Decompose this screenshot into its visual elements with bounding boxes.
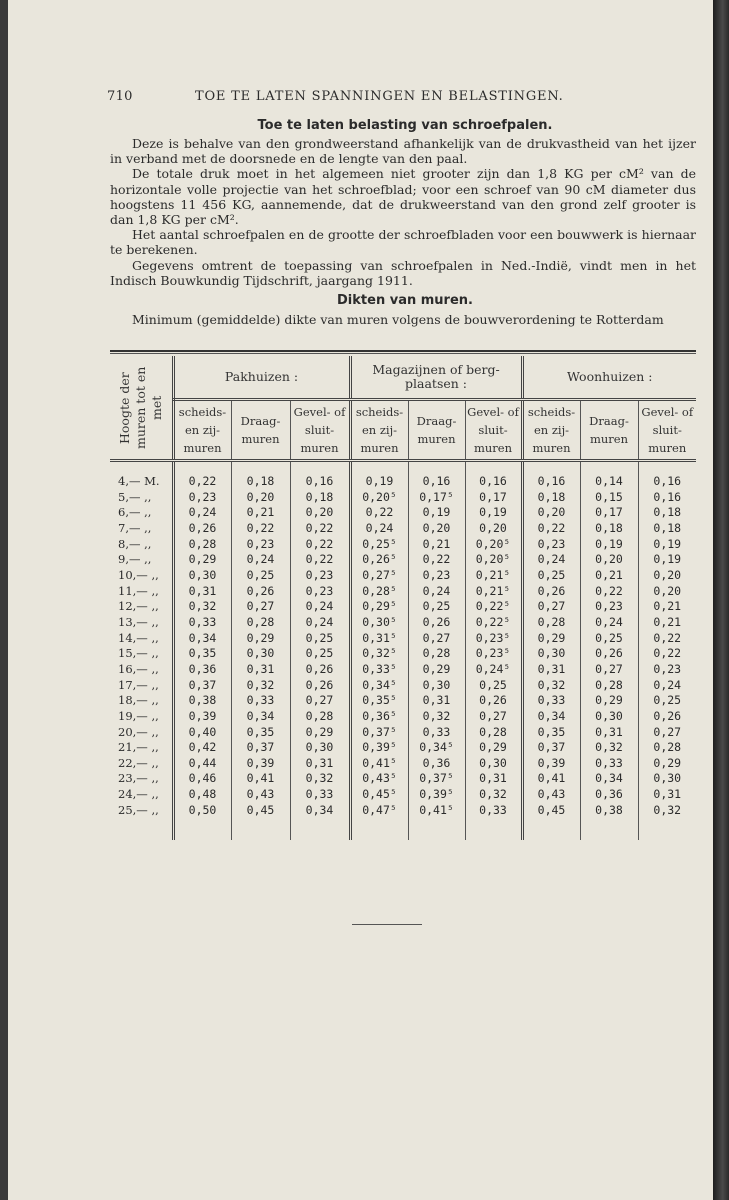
- table-cell: 0,28: [290, 709, 350, 725]
- table-cell: 0,38: [580, 803, 638, 819]
- table-cell: 0,16: [408, 461, 465, 490]
- table-cell: 0,17: [465, 490, 522, 506]
- row-label: 7,— ,,: [118, 520, 152, 535]
- table-cell: 0,32: [638, 803, 696, 819]
- table-cell: 0,45: [231, 803, 290, 819]
- row-label: 5,— ,,: [118, 489, 152, 504]
- book-spine: [713, 0, 729, 1200]
- table-cell: 0,32: [290, 771, 350, 787]
- table-cell: 0,23: [173, 490, 231, 506]
- row-label: 23,— ,,: [118, 771, 159, 786]
- table-cell: 0,34⁵: [408, 740, 465, 756]
- table-row: [110, 615, 696, 631]
- table-cell: 0,33: [522, 693, 580, 709]
- table-cell: 0,24: [580, 615, 638, 631]
- table-cell: 0,42: [173, 740, 231, 756]
- table-cell: 0,32: [408, 709, 465, 725]
- table-cell: 0,32: [231, 678, 290, 694]
- table-cell: 0,19: [580, 537, 638, 553]
- table-cell: 0,45⁵: [350, 787, 408, 803]
- table-cell: 0,24: [522, 552, 580, 568]
- table-cell: 0,23⁵: [465, 646, 522, 662]
- table-cell: 0,26: [173, 521, 231, 537]
- table-cell: 0,22: [290, 521, 350, 537]
- table-body: [110, 461, 696, 841]
- table-cell: 0,41: [231, 771, 290, 787]
- table-cell: 0,24: [231, 552, 290, 568]
- table-cell: 0,32: [173, 599, 231, 615]
- table-cell: 0,21: [231, 505, 290, 521]
- table-cell: 0,27: [465, 709, 522, 725]
- table-cell: 0,27: [290, 693, 350, 709]
- table-cell: 0,26: [231, 584, 290, 600]
- table-cell: 0,19: [465, 505, 522, 521]
- table-cell: 0,21: [638, 615, 696, 631]
- table-row: [110, 537, 696, 553]
- table-cell: 0,35: [173, 646, 231, 662]
- table-cell: 0,23: [522, 537, 580, 553]
- row-label: 15,— ,,: [118, 646, 159, 661]
- table-cell: 0,36: [173, 662, 231, 678]
- table-cell: 0,32: [522, 678, 580, 694]
- paragraph: Minimum (gemiddelde) dikte van muren volgens de bouwverordening te Rotterdam: [132, 312, 664, 327]
- table-cell: 0,22: [638, 646, 696, 662]
- table-cell: 0,28: [580, 678, 638, 694]
- table-row: [110, 490, 696, 506]
- row-label: 25,— ,,: [118, 802, 159, 817]
- table-cell: 0,33⁵: [350, 662, 408, 678]
- table-cell: 0,23⁵: [465, 631, 522, 647]
- table-cell: 0,18: [231, 461, 290, 490]
- subheader-gevelmuren: Gevel- of sluit- muren: [638, 400, 696, 461]
- table-cell: 0,29: [522, 631, 580, 647]
- table-cell: [350, 818, 408, 840]
- table-cell: 0,19: [408, 505, 465, 521]
- subheader-draagmuren: Draag- muren: [580, 400, 638, 461]
- section-heading-schroefpalen: Toe te laten belasting van schroefpalen.: [257, 118, 553, 133]
- table-cell: 0,39⁵: [350, 740, 408, 756]
- table-spacer-row: [110, 818, 696, 840]
- table-cell: 0,31: [580, 725, 638, 741]
- table-cell: 0,30: [465, 756, 522, 772]
- table-cell: 0,21⁵: [465, 584, 522, 600]
- table-cell: 0,22: [580, 584, 638, 600]
- table-row: [110, 756, 696, 772]
- table-cell: 0,18: [522, 490, 580, 506]
- table-cell: 0,23: [408, 568, 465, 584]
- table-cell: 0,48: [173, 787, 231, 803]
- table-cell: 0,24: [350, 521, 408, 537]
- table-cell: 0,30⁵: [350, 615, 408, 631]
- table-cell: 0,25⁵: [350, 537, 408, 553]
- table-cell: 0,34: [580, 771, 638, 787]
- table-cell: 0,43⁵: [350, 771, 408, 787]
- table-row: [110, 552, 696, 568]
- table-cell: 0,20: [465, 521, 522, 537]
- running-title: TOE TE LATEN SPANNINGEN EN BELASTINGEN.: [195, 89, 564, 104]
- table-cell: 0,29: [580, 693, 638, 709]
- table-cell: 0,39: [173, 709, 231, 725]
- table-cell: 0,28: [408, 646, 465, 662]
- wall-thickness-table: [110, 350, 696, 822]
- table-cell: 0,27: [580, 662, 638, 678]
- table-cell: 0,22⁵: [465, 615, 522, 631]
- table-cell: 0,24: [408, 584, 465, 600]
- table-cell: 0,31⁵: [350, 631, 408, 647]
- table-row: [110, 505, 696, 521]
- table-row: [110, 740, 696, 756]
- table-cell: 0,29: [408, 662, 465, 678]
- table-cell: 0,35: [522, 725, 580, 741]
- table-cell: 0,23: [290, 568, 350, 584]
- table-row: [110, 678, 696, 694]
- muren-intro: [110, 312, 696, 327]
- table-cell: [231, 818, 290, 840]
- table-cell: 0,35⁵: [350, 693, 408, 709]
- table-cell: 0,31: [522, 662, 580, 678]
- row-label: 24,— ,,: [118, 787, 159, 802]
- table-cell: 0,25: [231, 568, 290, 584]
- table-cell: 0,39⁵: [408, 787, 465, 803]
- table-cell: 0,20: [638, 568, 696, 584]
- row-label: 20,— ,,: [118, 724, 159, 739]
- table-cell: 0,39: [522, 756, 580, 772]
- subheader-scheidsmuren: scheids- en zij- muren: [173, 400, 231, 461]
- table-cell: 0,19: [638, 537, 696, 553]
- table-cell: 0,21: [408, 537, 465, 553]
- table-cell: 0,27: [408, 631, 465, 647]
- section-heading-muren: Dikten van muren.: [337, 293, 473, 308]
- group-header-woonhuizen: Woonhuizen :: [522, 356, 696, 400]
- table-cell: 0,29: [173, 552, 231, 568]
- table-row: [110, 631, 696, 647]
- subheader-gevelmuren: Gevel- of sluit- muren: [465, 400, 522, 461]
- table-row: [110, 584, 696, 600]
- table-cell: 0,17⁵: [408, 490, 465, 506]
- table-cell: 0,33: [465, 803, 522, 819]
- table-cell: 0,25: [522, 568, 580, 584]
- subheader-draagmuren: Draag- muren: [231, 400, 290, 461]
- table-cell: 0,26: [465, 693, 522, 709]
- table-cell: 0,24: [173, 505, 231, 521]
- table-cell: 0,21: [580, 568, 638, 584]
- table-cell: 0,31: [465, 771, 522, 787]
- table-cell: 0,28: [231, 615, 290, 631]
- table-row: [110, 521, 696, 537]
- table-cell: 0,27⁵: [350, 568, 408, 584]
- table-cell: 0,33: [231, 693, 290, 709]
- table-cell: 0,34: [290, 803, 350, 819]
- row-header-label: Hoogte der muren tot en met: [116, 366, 164, 449]
- row-label: 8,— ,,: [118, 536, 152, 551]
- table-cell: 0,14: [580, 461, 638, 490]
- table-cell: 0,16: [290, 461, 350, 490]
- table-cell: 0,25: [290, 646, 350, 662]
- table-cell: 0,43: [522, 787, 580, 803]
- table-cell: 0,47⁵: [350, 803, 408, 819]
- table-cell: 0,30: [173, 568, 231, 584]
- table-cell: 0,25: [408, 599, 465, 615]
- table-cell: 0,19: [350, 461, 408, 490]
- table-cell: 0,38: [173, 693, 231, 709]
- table-cell: 0,35: [231, 725, 290, 741]
- paragraph: Het aantal schroefpalen en de grootte der schroefbladen voor een bouwwerk is hiernaar te berekenen.: [110, 227, 696, 258]
- table-cell: 0,31: [231, 662, 290, 678]
- table-cell: 0,29: [465, 740, 522, 756]
- table-cell: 0,30: [231, 646, 290, 662]
- table-cell: 0,28⁵: [350, 584, 408, 600]
- table-cell: 0,28: [522, 615, 580, 631]
- table-cell: 0,34⁵: [350, 678, 408, 694]
- table-cell: 0,28: [465, 725, 522, 741]
- table-row: [110, 599, 696, 615]
- subheader-scheidsmuren: scheids- en zij- muren: [522, 400, 580, 461]
- table-cell: 0,31: [638, 787, 696, 803]
- table-cell: 0,20⁵: [350, 490, 408, 506]
- row-label: 16,— ,,: [118, 661, 159, 676]
- table-cell: 0,31: [173, 584, 231, 600]
- table-cell: 0,20⁵: [465, 552, 522, 568]
- table-cell: 0,27: [522, 599, 580, 615]
- table-cell: 0,26: [638, 709, 696, 725]
- table-cell: 0,20: [580, 552, 638, 568]
- table-cell: 0,22⁵: [465, 599, 522, 615]
- table-cell: 0,32: [465, 787, 522, 803]
- table-row: [110, 725, 696, 741]
- subheader-gevelmuren: Gevel- of sluit- muren: [290, 400, 350, 461]
- table-cell: 0,30: [580, 709, 638, 725]
- table-row: [110, 693, 696, 709]
- table-cell: 0,36: [580, 787, 638, 803]
- table-cell: [580, 818, 638, 840]
- table-cell: 0,34: [522, 709, 580, 725]
- table-cell: 0,20: [408, 521, 465, 537]
- subheader-draagmuren: Draag- muren: [408, 400, 465, 461]
- table-cell: 0,20: [522, 505, 580, 521]
- table-cell: 0,18: [580, 521, 638, 537]
- table-cell: 0,31: [290, 756, 350, 772]
- table-cell: [408, 818, 465, 840]
- row-label: 22,— ,,: [118, 755, 159, 770]
- table-cell: 0,33: [580, 756, 638, 772]
- table-row: [110, 461, 696, 490]
- subheader-scheidsmuren: scheids- en zij- muren: [350, 400, 408, 461]
- table-cell: 0,41⁵: [408, 803, 465, 819]
- table-cell: 0,30: [290, 740, 350, 756]
- table-row: [110, 646, 696, 662]
- table-cell: 0,37: [522, 740, 580, 756]
- table-cell: 0,18: [638, 505, 696, 521]
- page-header: [107, 89, 697, 109]
- table-cell: 0,26: [408, 615, 465, 631]
- table-top-rule: [110, 350, 696, 354]
- paragraph: De totale druk moet in het algemeen niet grooter zijn dan 1,8 KG per cM² van de horizontale volle projectie van het schroefblad; voor een schroef van 90 cM diameter dus hoogstens 11 456 KG, aannemende, dat de drukweerstand van den grond zelf grooter is dan 1,8 KG per cM².: [110, 166, 696, 228]
- table-cell: 0,44: [173, 756, 231, 772]
- row-label: 21,— ,,: [118, 740, 159, 755]
- table-cell: 0,43: [231, 787, 290, 803]
- row-label: 13,— ,,: [118, 614, 159, 629]
- table-cell: 0,16: [638, 461, 696, 490]
- table-cell: 0,15: [580, 490, 638, 506]
- table-cell: 0,28: [173, 537, 231, 553]
- table-cell: 0,20⁵: [465, 537, 522, 553]
- table-cell: 0,26: [580, 646, 638, 662]
- table-row: [110, 662, 696, 678]
- row-label: 18,— ,,: [118, 693, 159, 708]
- table-row: [110, 709, 696, 725]
- table-row: [110, 787, 696, 803]
- table-cell: 0,32⁵: [350, 646, 408, 662]
- table-cell: 0,23: [290, 584, 350, 600]
- table-cell: 0,22: [290, 537, 350, 553]
- table-cell: 0,20: [290, 505, 350, 521]
- table-cell: 0,33: [290, 787, 350, 803]
- table-cell: 0,25: [290, 631, 350, 647]
- table-cell: 0,24⁵: [465, 662, 522, 678]
- table-cell: [173, 818, 231, 840]
- table-cell: 0,19: [638, 552, 696, 568]
- table-cell: 0,32: [580, 740, 638, 756]
- table-cell: 0,30: [408, 678, 465, 694]
- table-cell: 0,33: [173, 615, 231, 631]
- table-cell: 0,18: [290, 490, 350, 506]
- table-cell: 0,22: [408, 552, 465, 568]
- footer-rule: [352, 924, 422, 925]
- row-label: 12,— ,,: [118, 599, 159, 614]
- table-cell: 0,40: [173, 725, 231, 741]
- row-header-cell: [110, 356, 173, 461]
- row-label: 9,— ,,: [118, 552, 152, 567]
- table-cell: 0,24: [290, 599, 350, 615]
- row-label: 19,— ,,: [118, 708, 159, 723]
- table-cell: 0,23: [638, 662, 696, 678]
- table-cell: [290, 818, 350, 840]
- row-label: 6,— ,,: [118, 505, 152, 520]
- table-cell: 0,39: [231, 756, 290, 772]
- schroefpalen-text: [110, 136, 696, 288]
- table-row: [110, 771, 696, 787]
- row-label: 17,— ,,: [118, 677, 159, 692]
- table-cell: [522, 818, 580, 840]
- table-cell: 0,26: [290, 678, 350, 694]
- paragraph: Gegevens omtrent de toepassing van schroefpalen in Ned.-Indië, vindt men in het Indisch Bouwkundig Tijdschrift, jaargang 1911.: [110, 257, 696, 288]
- table-cell: 0,50: [173, 803, 231, 819]
- table-cell: 0,21: [638, 599, 696, 615]
- data-table: [110, 356, 696, 840]
- table-cell: 0,26⁵: [350, 552, 408, 568]
- paragraph: Deze is behalve van den grondweerstand afhankelijk van de drukvastheid van het ijzer in verband met de doorsnede en de lengte van den paal.: [110, 136, 696, 167]
- table-cell: 0,22: [231, 521, 290, 537]
- table-cell: 0,25: [465, 678, 522, 694]
- table-cell: 0,17: [580, 505, 638, 521]
- table-cell: 0,23: [580, 599, 638, 615]
- table-cell: 0,16: [522, 461, 580, 490]
- table-cell: 0,27: [638, 725, 696, 741]
- group-header-magazijnen: Magazijnen of berg-plaatsen :: [350, 356, 522, 400]
- table-cell: 0,25: [638, 693, 696, 709]
- table-row: [110, 568, 696, 584]
- table-cell: 0,18: [638, 521, 696, 537]
- table-cell: 0,37⁵: [350, 725, 408, 741]
- table-cell: 0,31: [408, 693, 465, 709]
- table-cell: 0,16: [638, 490, 696, 506]
- table-cell: 0,46: [173, 771, 231, 787]
- table-cell: 0,34: [231, 709, 290, 725]
- row-label: 4,— M.: [118, 474, 160, 488]
- table-cell: 0,23: [231, 537, 290, 553]
- table-cell: 0,41: [522, 771, 580, 787]
- table-row: [110, 803, 696, 819]
- table-cell: 0,20: [638, 584, 696, 600]
- table-cell: 0,21⁵: [465, 568, 522, 584]
- table-cell: 0,37: [231, 740, 290, 756]
- table-cell: 0,36⁵: [350, 709, 408, 725]
- table-cell: 0,27: [231, 599, 290, 615]
- table-cell: 0,30: [522, 646, 580, 662]
- table-cell: 0,20: [231, 490, 290, 506]
- table-cell: 0,25: [580, 631, 638, 647]
- group-header-pakhuizen: Pakhuizen :: [173, 356, 350, 400]
- table-cell: 0,37: [173, 678, 231, 694]
- table-cell: 0,22: [638, 631, 696, 647]
- table-cell: 0,29: [231, 631, 290, 647]
- table-cell: 0,36: [408, 756, 465, 772]
- table-cell: 0,24: [290, 615, 350, 631]
- table-cell: 0,28: [638, 740, 696, 756]
- table-cell: 0,45: [522, 803, 580, 819]
- table-cell: 0,30: [638, 771, 696, 787]
- table-cell: 0,29: [290, 725, 350, 741]
- row-label: 11,— ,,: [118, 583, 159, 598]
- page-number: 710: [107, 89, 133, 104]
- table-cell: 0,26: [290, 662, 350, 678]
- row-label: 10,— ,,: [118, 567, 159, 582]
- table-cell: 0,22: [522, 521, 580, 537]
- table-cell: 0,22: [350, 505, 408, 521]
- table-cell: [110, 818, 173, 840]
- table-cell: 0,29⁵: [350, 599, 408, 615]
- table-cell: [465, 818, 522, 840]
- table-cell: 0,16: [465, 461, 522, 490]
- row-label: 14,— ,,: [118, 630, 159, 645]
- table-cell: 0,34: [173, 631, 231, 647]
- table-cell: 0,22: [290, 552, 350, 568]
- table-cell: 0,26: [522, 584, 580, 600]
- table-cell: 0,22: [173, 461, 231, 490]
- table-cell: 0,37⁵: [408, 771, 465, 787]
- table-cell: 0,24: [638, 678, 696, 694]
- table-cell: 0,33: [408, 725, 465, 741]
- table-cell: [638, 818, 696, 840]
- table-cell: 0,29: [638, 756, 696, 772]
- table-cell: 0,41⁵: [350, 756, 408, 772]
